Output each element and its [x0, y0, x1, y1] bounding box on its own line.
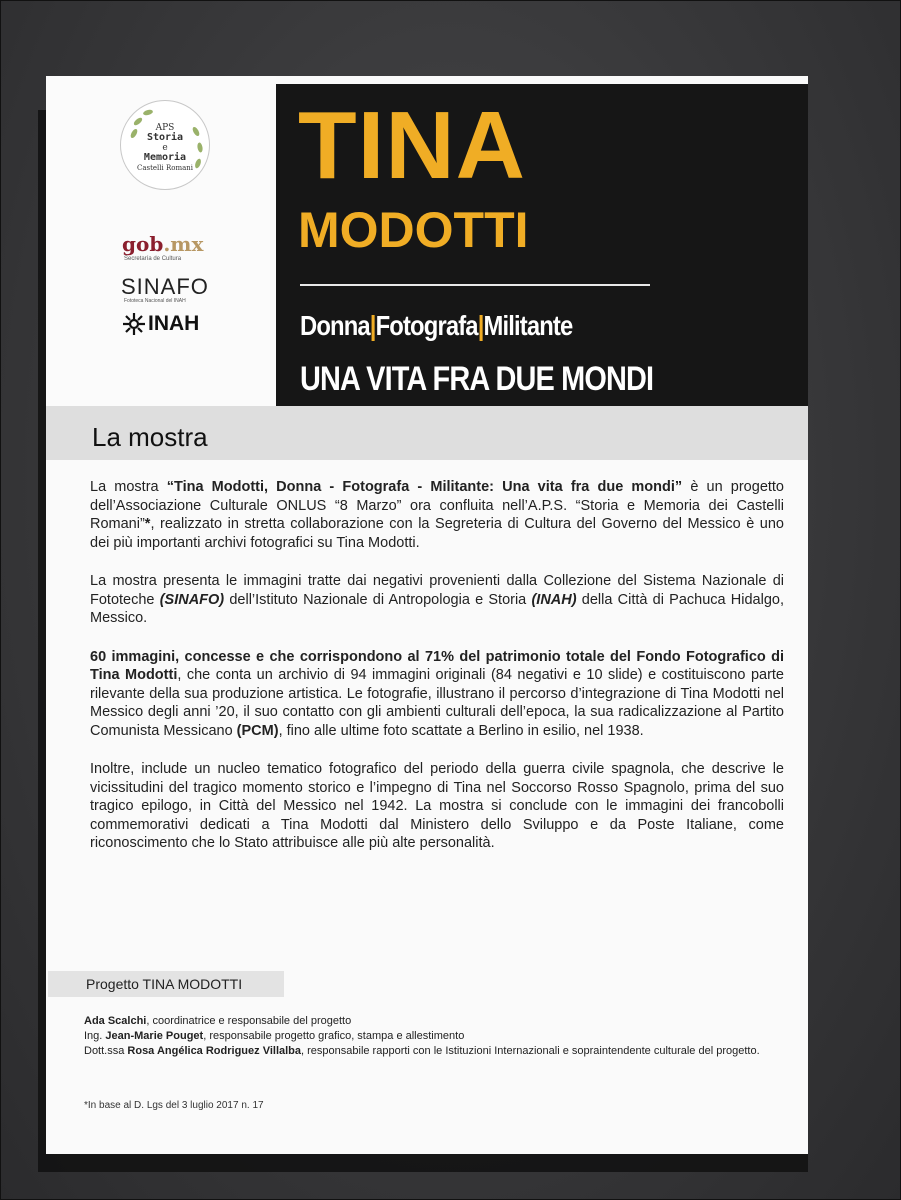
seal-text: APS Storia e Memoria Castelli Romani: [136, 123, 194, 172]
paragraph-1: La mostra “Tina Modotti, Donna - Fotografa - Militante: Una vita fra due mondi” è un progetto dell’Associazione Culturale ONLUS “8 Marzo” ora confluita nell’A.P.S. “Storia e Memoria dei Castelli Romani”*, realizzato in stretta collaborazione con la Segreteria di Cultura del Governo del Messico è uno dei più importanti archivi fotografici su Tina Modotti.: [90, 479, 784, 551]
exhibition-poster: [46, 76, 808, 1154]
title-divider: [300, 284, 650, 286]
sinafo-subtitle: Fototeca Nacional del INAH: [124, 298, 186, 304]
sinafo-logo: SINAFO: [121, 274, 209, 299]
paragraph-3: 60 immagini, concesse e che corrispondono al 71% del patrimonio totale del Fondo Fotografico di Tina Modotti, che conta un archivio di 94 immagini originali (84 negativi e 10 slide) e costituiscono parte rilevante della sua produzione artistica. Le fotografie, illustrano il percorso d’integrazione di Tina Modotti nel Messico degli anni ’20, il suo contatto con gli ambienti culturali dell’epoca, la sua radicalizzazione al Partito Comunista Messicano (PCM), fino alle ultime foto scattate a Berlino in esilio, nel 1938.: [90, 648, 784, 739]
tagline: UNA VITA FRA DUE MONDI: [300, 360, 654, 398]
gob-mx-subtitle: Secretaría de Cultura: [124, 256, 182, 262]
project-header: [48, 971, 284, 997]
project-credits: [84, 1014, 774, 1059]
credit-line: Dott.ssa Rosa Angélica Rodriguez Villalba, responsabile rapporti con le Istituzioni Internazionali e sopraintendente culturale del progetto.: [84, 1045, 760, 1057]
section-header: [46, 406, 808, 460]
paragraph-2: La mostra presenta le immagini tratte dai negativi provenienti dalla Collezione del Sistema Nazionale di Fototeche (SINAFO) dell’Istituto Nazionale di Antropologia e Storia (INAH) della Città di Pachuca Hidalgo, Messico.: [90, 573, 784, 626]
gob-mx-logo: gob.mx: [122, 232, 204, 256]
title-tina: TINA: [298, 92, 526, 199]
paragraph-4: Inoltre, include un nucleo tematico fotografico del periodo della guerra civile spagnola, che descrive le vicissitudini del tragico momento storico e l’impegno di Tina nel Soccorso Rosso Spagnolo, prima del suo tragico epilogo, in Città del Messico nel 1942. La mostra si conclude con le immagini dei francobolli commemorativi dedicati a Tina Modotti dal Ministero dello Sviluppo e da Poste Italiane, come riconoscimento che lo Stato attribuisce alle più alte personalità.: [90, 761, 784, 851]
logo-column: [46, 76, 276, 406]
body-text: [90, 478, 784, 873]
footnote: *In base al D. Lgs del 3 luglio 2017 n. 17: [84, 1100, 264, 1111]
subtitle: Donna|Fotografa|Militante: [300, 310, 573, 341]
credit-line: Ada Scalchi, coordinatrice e responsabile del progetto: [84, 1015, 352, 1027]
section-title: La mostra: [92, 422, 208, 452]
project-title: Progetto TINA MODOTTI: [86, 976, 243, 992]
credit-line: Ing. Jean-Marie Pouget, responsabile progetto grafico, stampa e allestimento: [84, 1030, 465, 1042]
title-banner: [276, 84, 808, 406]
inah-logo: INAH: [122, 312, 199, 336]
storia-e-memoria-seal-logo: [120, 100, 210, 190]
inah-emblem-icon: [122, 312, 146, 336]
title-modotti: MODOTTI: [298, 202, 529, 258]
